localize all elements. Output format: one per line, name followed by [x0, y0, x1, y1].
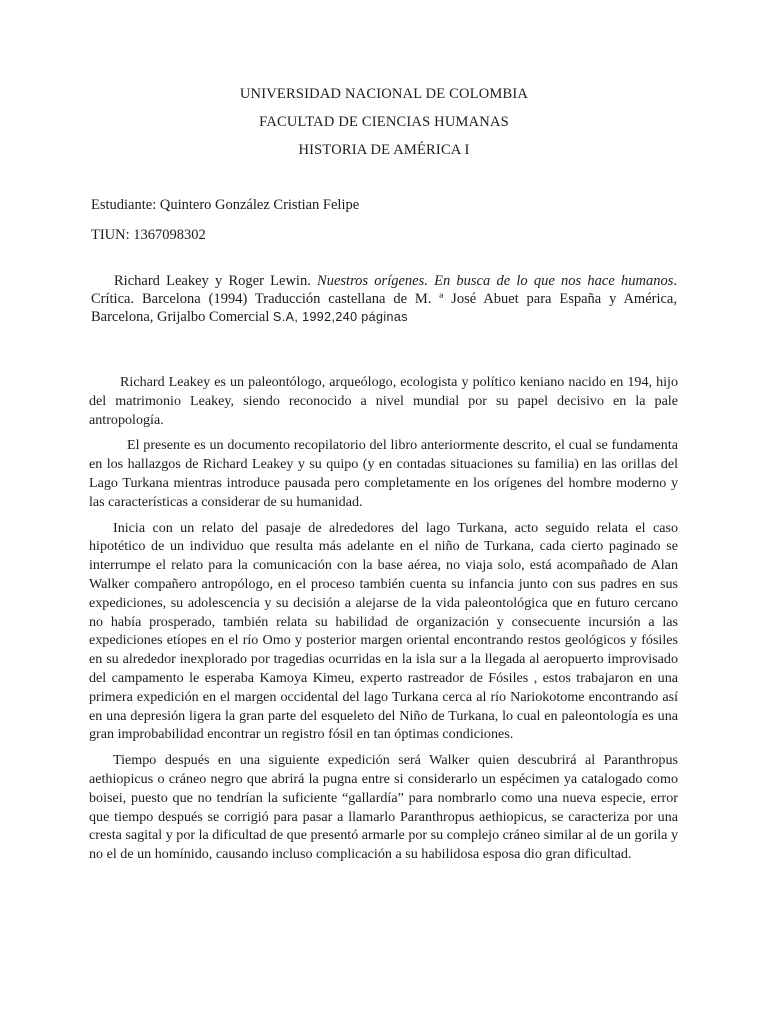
bibliographic-reference	[91, 272, 677, 326]
reference-authors: Richard Leakey y Roger Lewin.	[114, 273, 318, 289]
university-name: UNIVERSIDAD NACIONAL DE COLOMBIA	[239, 86, 529, 102]
student-id: TIUN: 1367098302	[91, 227, 206, 243]
body-paragraph: Inicia con un relato del pasaje de alrededores del lago Turkana, acto seguido relata el caso hipotético de un individuo que resulta más adelante en el niño de Turkana, cada cierto paginado se interrumpe el relato para la comunicación con la base aérea, no viaja solo, está acompañado de Alan Walker compañero antropólogo, en el proceso también cuenta su infancia junto con sus padres en sus expediciones, su adolescencia y su decisión a alejarse de la vida paleontológica que en futuro cercano no había prosperado, también relata su habilidad de organización y consecuente incursión a las expediciones etíopes en el río Omo y posterior margen oriental encontrando restos geológicos y fósiles en su alrededor inexplorado por tragedias ocurridas en la isla sur a la llegada al aeropuerto improvisado del campamento le esperaba Kamoya Kimeu, experto rastreador de Fósiles , estos trabajaron en una primera expedición en el margen occidental del lago Turkana cerca al río Nariokotome encontrando así en una depresión ligera la gran parte del esqueleto del Niño de Turkana, lo cual en paleontología es una gran improbabilidad encontrar un registro fósil en tan óptimas condiciones.	[89, 519, 678, 743]
body-paragraph: Tiempo después en una siguiente expedición será Walker quien descubrirá al Paranthropus aethiopicus o cráneo negro que abrirá la pugna entre si considerarlo un espécimen ya catalogado como boisei, puesto que no tendrían la suficiente “gallardía” para nombrarlo como una nueva especie, error que tiempo después se corrigió para pasar a llamarlo Paranthropus aethiopicus, se caracteriza por una cresta sagital y por la dificultad de que presentó armarle por su complejo cráneo similar al de un gorila y no el de un homínido, causando incluso complicación a su habilidosa esposa dio gran dificultad.	[89, 752, 678, 863]
document-header	[0, 85, 768, 159]
student-name: Estudiante: Quintero González Cristian Felipe	[91, 197, 360, 213]
course-name: HISTORIA DE AMÉRICA I	[298, 142, 470, 158]
reference-publisher: S.A, 1992,240 páginas	[273, 310, 408, 324]
body-paragraph: El presente es un documento recopilatorio del libro anteriormente descrito, el cual se fundamenta en los hallazgos de Richard Leakey y su quipo (y en contadas situaciones su familia) en las orillas del Lago Turkana mientras introduce pausada pero completamente en los orígenes del hombre moderno y las características a considerar de su humanidad.	[89, 437, 678, 510]
faculty-name: FACULTAD DE CIENCIAS HUMANAS	[259, 114, 509, 130]
reference-details: . Crítica. Barcelona (1994) Traducción castellana de M. ª José Abuet para España y América, Barcelona, Grijalbo Comercial	[91, 273, 677, 325]
reference-title: Nuestros orígenes. En busca de lo que nos hace humanos	[317, 273, 674, 289]
body-paragraph: Richard Leakey es un paleontólogo, arqueólogo, ecologista y político keniano nacido en 194, hijo del matrimonio Leakey, siendo reconocido a nivel mundial por su papel decisivo en la pale antropología.	[89, 374, 678, 428]
document-body	[89, 373, 678, 864]
